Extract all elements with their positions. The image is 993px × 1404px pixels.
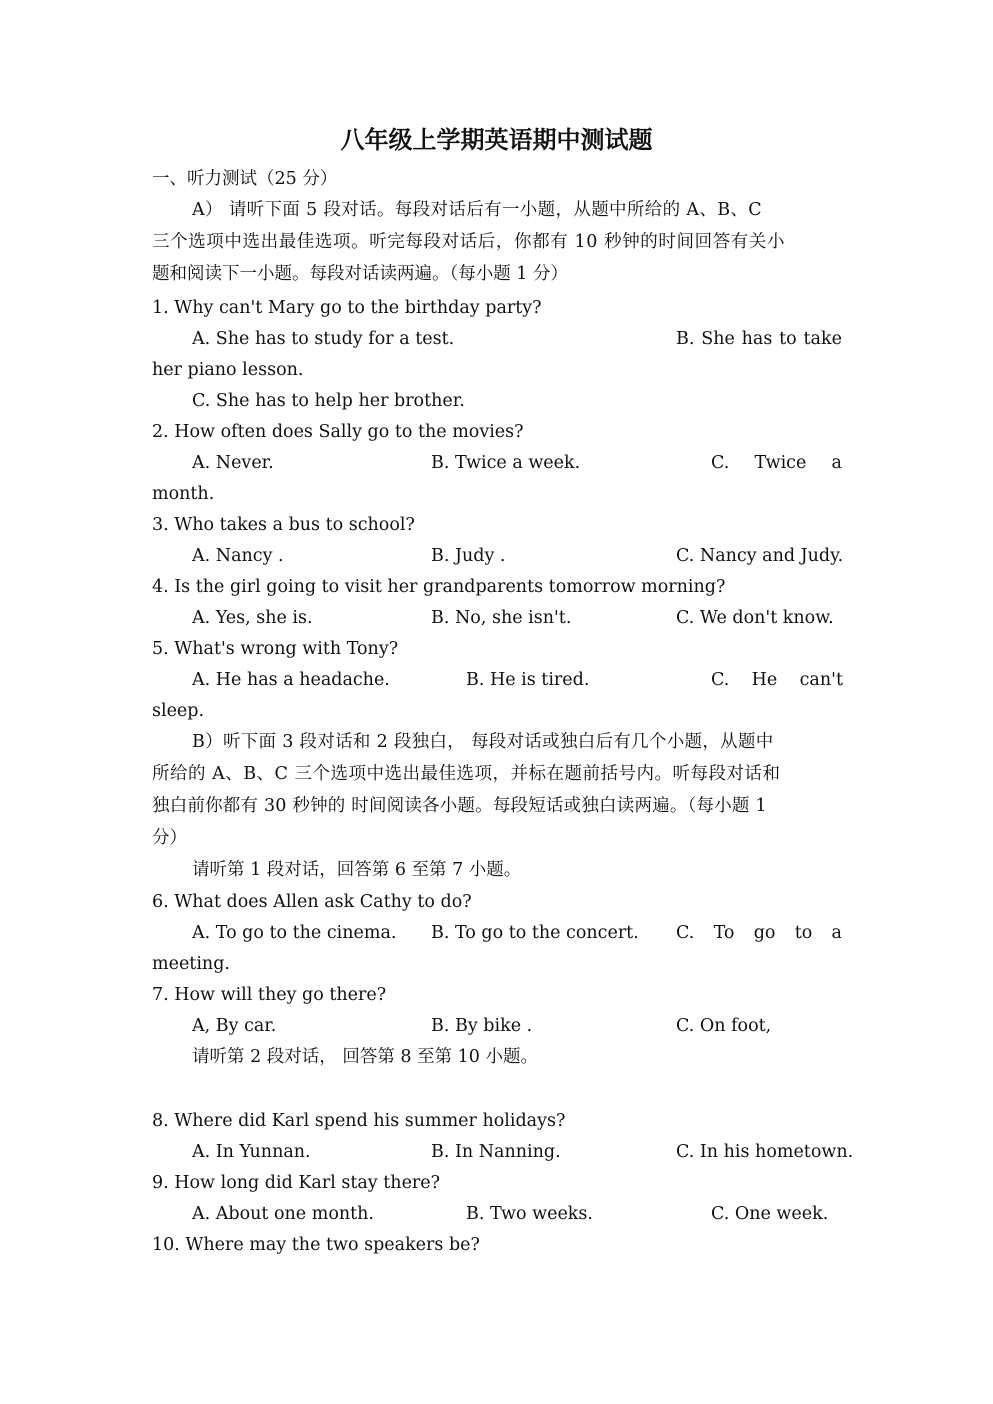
q5-option-a: A. He has a headache. bbox=[192, 670, 390, 690]
q1-b-word: take bbox=[803, 329, 842, 349]
q8-option-b: B. In Nanning. bbox=[431, 1142, 561, 1162]
q9-option-c: C. One week. bbox=[711, 1204, 829, 1224]
q6-option-c bbox=[676, 921, 842, 945]
q7-option-a: A, By car. bbox=[192, 1016, 277, 1036]
q3-option-b: B. Judy . bbox=[431, 546, 506, 566]
question-9: 9. How long did Karl stay there? bbox=[152, 1173, 441, 1193]
q5-option-c-continued: sleep. bbox=[152, 701, 205, 721]
q2-option-c bbox=[711, 451, 842, 475]
question-3: 3. Who takes a bus to school? bbox=[152, 515, 415, 535]
q6-option-c-continued: meeting. bbox=[152, 954, 230, 974]
question-1: 1. Why can't Mary go to the birthday party? bbox=[152, 298, 542, 318]
q2-option-a: A. Never. bbox=[192, 453, 274, 473]
part-b-instruction-line-2: 所给的 A、B、C 三个选项中选出最佳选项，并标在题前括号内。听每段对话和 bbox=[152, 764, 781, 784]
q2-c-word: C. bbox=[711, 453, 730, 473]
q1-b-word: to bbox=[779, 329, 797, 349]
q5-c-word: He bbox=[751, 670, 778, 690]
q6-option-a: A. To go to the cinema. bbox=[192, 923, 397, 943]
q1-option-c: C. She has to help her brother. bbox=[192, 391, 465, 411]
q7-option-b: B. By bike . bbox=[431, 1016, 533, 1036]
part-a-instruction-line-2: 三个选项中选出最佳选项。听完每段对话后，你都有 10 秒钟的时间回答有关小 bbox=[152, 232, 786, 252]
q5-c-word: C. bbox=[711, 670, 730, 690]
part-b-instruction-line-1: B）听下面 3 段对话和 2 段独白， 每段对话或独白后有几个小题，从题中 bbox=[192, 732, 774, 752]
q9-option-a: A. About one month. bbox=[192, 1204, 374, 1224]
part-a-line-1-text: A） 请听下面 5 段对话。每段对话后有一小题，从题中所给的 A、B、C bbox=[192, 200, 763, 220]
q7-option-c: C. On foot, bbox=[676, 1016, 772, 1036]
question-7: 7. How will they go there? bbox=[152, 985, 387, 1005]
question-2: 2. How often does Sally go to the movies? bbox=[152, 422, 524, 442]
q6-c-word: to bbox=[794, 923, 813, 943]
dialogue-1-instruction: 请听第 1 段对话，回答第 6 至第 7 小题。 bbox=[192, 860, 522, 880]
part-b-instruction-line-3: 独白前你都有 30 秒钟的 时间阅读各小题。每段短话或独白读两遍。（每小题 1 bbox=[152, 796, 767, 816]
q6-c-word: go bbox=[753, 923, 776, 943]
q2-option-c-continued: month. bbox=[152, 484, 215, 504]
q3-option-c: C. Nancy and Judy. bbox=[676, 546, 844, 566]
q6-c-word: a bbox=[831, 923, 842, 943]
q2-c-word: Twice bbox=[754, 453, 807, 473]
q4-option-a: A. Yes, she is. bbox=[192, 608, 313, 628]
q1-b-word: B. bbox=[676, 329, 695, 349]
question-6: 6. What does Allen ask Cathy to do? bbox=[152, 892, 472, 912]
q2-option-b: B. Twice a week. bbox=[431, 453, 581, 473]
q1-option-b bbox=[676, 327, 842, 351]
q3-option-a: A. Nancy . bbox=[192, 546, 284, 566]
part-a-instruction-line-1 bbox=[192, 198, 842, 222]
q2-c-word: a bbox=[831, 453, 842, 473]
part-b-instruction-line-4: 分） bbox=[152, 828, 187, 848]
q4-option-b: B. No, she isn't. bbox=[431, 608, 572, 628]
question-8: 8. Where did Karl spend his summer holidays? bbox=[152, 1111, 566, 1131]
q5-option-c bbox=[711, 668, 843, 692]
q9-option-b: B. Two weeks. bbox=[466, 1204, 593, 1224]
dialogue-2-instruction: 请听第 2 段对话， 回答第 8 至第 10 小题。 bbox=[192, 1047, 538, 1067]
q4-option-c: C. We don't know. bbox=[676, 608, 834, 628]
q8-option-a: A. In Yunnan. bbox=[192, 1142, 311, 1162]
q5-option-b: B. He is tired. bbox=[466, 670, 590, 690]
q1-option-b-continued: her piano lesson. bbox=[152, 360, 304, 380]
q1-b-word: She bbox=[701, 329, 735, 349]
question-10: 10. Where may the two speakers be? bbox=[152, 1235, 480, 1255]
part-a-instruction-line-3: 题和阅读下一小题。每段对话读两遍。（每小题 1 分） bbox=[152, 264, 569, 284]
q8-option-c: C. In his hometown. bbox=[676, 1142, 854, 1162]
q6-c-word: To bbox=[713, 923, 735, 943]
page-title: 八年级上学期英语期中测试题 bbox=[340, 126, 653, 154]
q5-c-word: can't bbox=[799, 670, 843, 690]
q6-option-b: B. To go to the concert. bbox=[431, 923, 639, 943]
q1-b-word: has bbox=[741, 329, 773, 349]
question-5: 5. What's wrong with Tony? bbox=[152, 639, 399, 659]
question-4: 4. Is the girl going to visit her grandparents tomorrow morning? bbox=[152, 577, 726, 597]
section-heading-listening: 一、听力测试（25 分） bbox=[152, 169, 338, 189]
q6-c-word: C. bbox=[676, 923, 695, 943]
q1-option-a: A. She has to study for a test. bbox=[192, 329, 455, 349]
